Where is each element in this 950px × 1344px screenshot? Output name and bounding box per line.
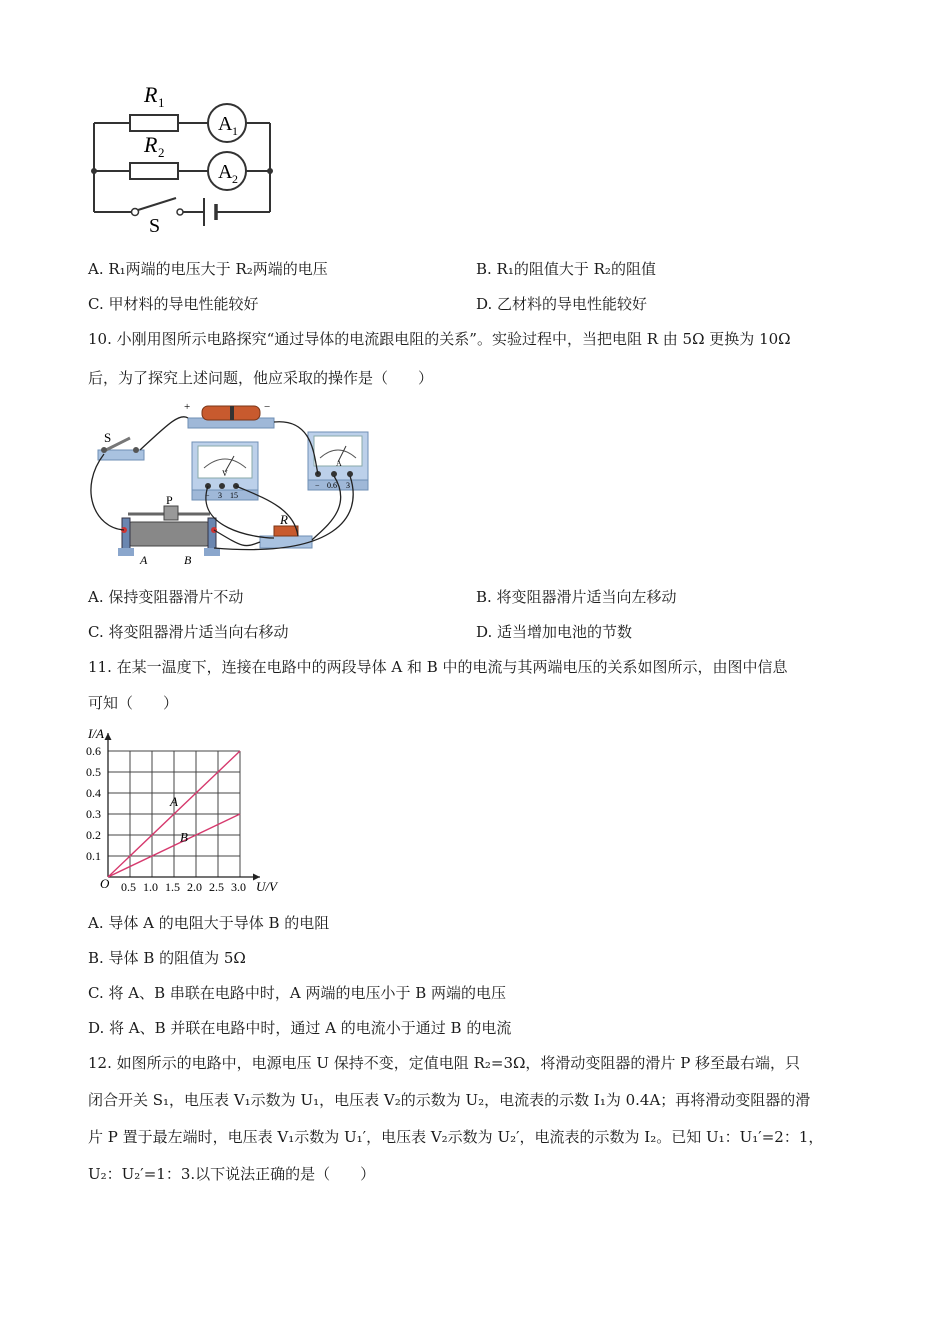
a2-label: A	[218, 161, 233, 183]
battery-plus: +	[184, 401, 191, 413]
q11-option-c[interactable]: C. 将 A、B 串联在电路中时，A 两端的电压小于 B 两端的电压	[88, 984, 507, 1002]
battery-symbol	[204, 198, 216, 226]
switch-label: S	[149, 215, 161, 237]
q10-apparatus-figure	[84, 398, 384, 580]
series-label-B: B	[180, 829, 188, 845]
ammeter-tick-1: 0.6	[327, 481, 337, 490]
q9-option-a[interactable]: A. R₁两端的电压大于 R₂两端的电压	[88, 260, 328, 278]
x-tick-label-0: 0.5	[121, 880, 136, 894]
chart-y-axis-label: I/A	[88, 726, 104, 741]
resistor-r-label: R	[280, 512, 288, 527]
q10-option-d[interactable]: D. 适当增加电池的节数	[476, 623, 633, 641]
x-tick-label-3: 2.0	[187, 880, 202, 894]
r1-resistor	[130, 115, 178, 131]
q11-option-b[interactable]: B. 导体 B 的阻值为 5Ω	[88, 949, 246, 967]
knife-switch	[98, 430, 144, 460]
voltmeter-tick-2: 15	[230, 491, 238, 500]
y-tick-label-0: 0.1	[86, 849, 101, 863]
r1-label: R	[144, 82, 158, 107]
q11-stem-line2: 可知（ ）	[88, 694, 179, 712]
a1-label: A	[218, 113, 233, 135]
y-tick-label-5: 0.6	[86, 744, 101, 758]
ammeter	[308, 432, 368, 490]
y-axis-arrow	[105, 733, 112, 740]
q9-option-d[interactable]: D. 乙材料的导电性能较好	[476, 295, 648, 313]
q10-option-c[interactable]: C. 将变阻器滑片适当向右移动	[88, 623, 289, 641]
x-tick-label-5: 3.0	[231, 880, 246, 894]
rheostat-slider-label: P	[166, 493, 173, 507]
q12-line2: 闭合开关 S₁，电压表 V₁示数为 U₁，电压表 V₂的示数为 U₂，电流表的示数 I₁为 0.4A；再将滑动变阻器的滑	[88, 1091, 811, 1109]
q11-iu-chart	[84, 722, 294, 898]
ammeter-a-label: A	[336, 459, 342, 468]
rheostat-end-a: A	[140, 553, 148, 567]
q12-line3: 片 P 置于最左端时，电压表 V₁示数为 U₁′，电压表 V₂示数为 U₂′，电流表的示数为 I₂。已知 U₁：U₁′=2：1，	[88, 1128, 824, 1146]
q11-option-a[interactable]: A. 导体 A 的电阻大于导体 B 的电阻	[88, 914, 330, 932]
y-tick-label-1: 0.2	[86, 828, 101, 842]
q12-line1: 12. 如图所示的电路中，电源电压 U 保持不变，定值电阻 R₂=3Ω，将滑动变阻器的滑片 P 移至最右端，只	[88, 1054, 801, 1072]
a1-sub: 1	[232, 124, 238, 138]
r2-sub: 2	[158, 145, 165, 160]
q10-stem-line2: 后，为了探究上述问题，他应采取的操作是（ ）	[88, 369, 434, 387]
battery-minus: −	[264, 401, 271, 413]
r2-resistor	[130, 163, 178, 179]
x-tick-label-4: 2.5	[209, 880, 224, 894]
r2-label: R	[144, 132, 158, 157]
battery-pack	[184, 401, 274, 428]
y-tick-label-3: 0.4	[86, 786, 101, 800]
q11-option-d[interactable]: D. 将 A、B 并联在电路中时，通过 A 的电流小于通过 B 的电流	[88, 1019, 512, 1037]
resistor-r	[260, 512, 312, 548]
q10-option-a[interactable]: A. 保持变阻器滑片不动	[88, 588, 244, 606]
q10-option-b[interactable]: B. 将变阻器滑片适当向左移动	[476, 588, 677, 606]
voltmeter-tick-0: −	[205, 491, 210, 500]
chart-x-axis-label: U/V	[256, 879, 277, 894]
q10-stem-line1: 10. 小刚用图所示电路探究“通过导体的电流跟电阻的关系”。实验过程中，当把电阻 R 由 5Ω 更换为 10Ω	[88, 330, 791, 348]
series-label-A: A	[170, 794, 178, 809]
switch-s-label: S	[104, 430, 112, 445]
y-tick-label-2: 0.3	[86, 807, 101, 821]
voltmeter-v-label: V	[222, 469, 228, 478]
y-tick-label-4: 0.5	[86, 765, 101, 779]
q9-option-b[interactable]: B. R₁的阻值大于 R₂的阻值	[476, 260, 656, 278]
q9-option-c[interactable]: C. 甲材料的导电性能较好	[88, 295, 259, 313]
rheostat-end-b: B	[184, 553, 192, 567]
q9-circuit-figure	[80, 80, 290, 240]
voltmeter-tick-1: 3	[218, 491, 222, 500]
ammeter-tick-0: −	[315, 481, 320, 490]
a2-sub: 2	[232, 172, 238, 186]
chart-ticks	[86, 744, 246, 894]
x-tick-label-2: 1.5	[165, 880, 180, 894]
ammeter-tick-2: 3	[346, 481, 350, 490]
q12-line4: U₂：U₂′=1：3.以下说法正确的是（ ）	[88, 1165, 376, 1183]
x-tick-label-1: 1.0	[143, 880, 158, 894]
chart-origin-label: O	[100, 876, 110, 891]
r1-sub: 1	[158, 95, 165, 110]
q11-stem-line1: 11. 在某一温度下，连接在电路中的两段导体 A 和 B 中的电流与其两端电压的关系如图所示，由图中信息	[88, 658, 788, 676]
switch-pivot	[132, 209, 139, 216]
rheostat	[118, 493, 220, 567]
